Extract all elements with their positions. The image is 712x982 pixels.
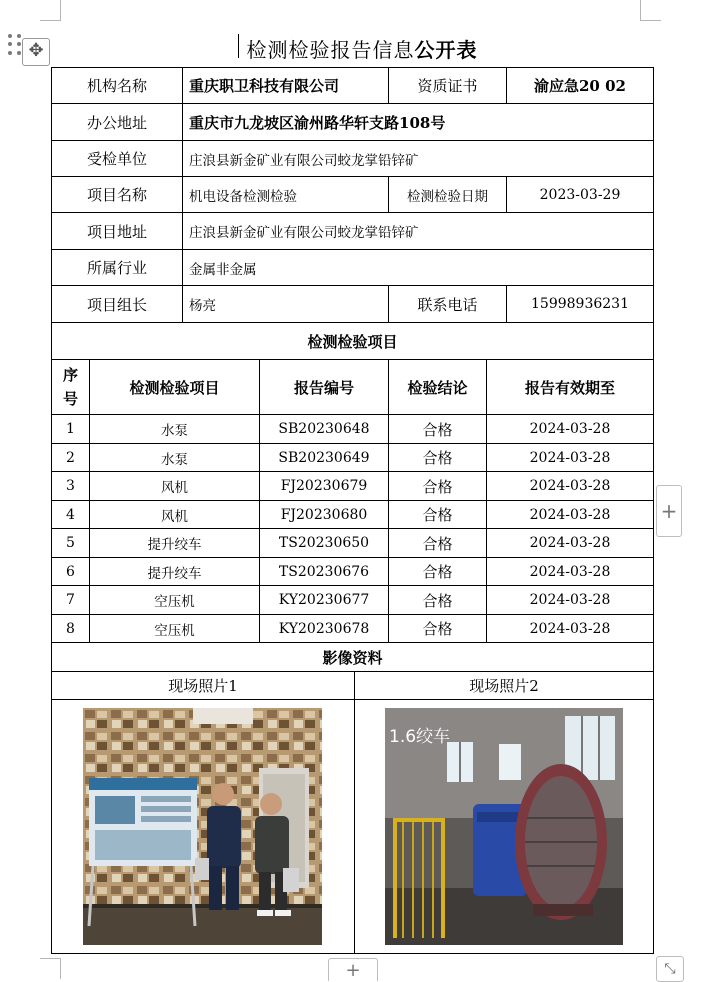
project-value: 机电设备检测检验	[182, 177, 388, 212]
table-row	[52, 286, 653, 323]
cell-valid-until: 2024-03-28	[486, 529, 653, 557]
page-title	[200, 34, 524, 63]
table-row	[52, 444, 653, 472]
cell-valid-until: 2024-03-28	[486, 501, 653, 528]
cell-valid-until: 2024-03-28	[486, 444, 653, 471]
col-header-conclusion: 检验结论	[388, 360, 486, 414]
table-row	[52, 68, 653, 104]
table-row	[52, 177, 653, 213]
date-label: 检测检验日期	[388, 177, 506, 212]
table-row	[52, 213, 653, 250]
cell-valid-until: 2024-03-28	[486, 586, 653, 614]
cell-seq: 8	[66, 620, 75, 637]
cell-report-no: KY20230678	[259, 615, 388, 642]
items-header-row	[52, 360, 653, 415]
col-header-report-no: 报告编号	[259, 360, 388, 414]
table-row	[52, 141, 653, 177]
col-header-seq: 序号	[62, 366, 78, 408]
page-corner-mark	[640, 0, 661, 21]
cell-item: 水泵	[89, 415, 259, 443]
project-label: 项目名称	[86, 186, 147, 204]
cell-report-no: TS20230650	[259, 529, 388, 557]
photo2-label: 现场照片2	[354, 672, 653, 699]
cell-conclusion: 合格	[388, 501, 486, 528]
table-row	[52, 250, 653, 286]
plus-icon[interactable]: +	[656, 485, 682, 537]
photo-divider	[354, 700, 355, 953]
photos-row	[52, 700, 653, 953]
table-row	[52, 558, 653, 586]
industry-value: 金属非金属	[182, 250, 653, 285]
cell-valid-until: 2024-03-28	[486, 615, 653, 642]
cell-conclusion: 合格	[388, 415, 486, 443]
items-section-title: 检测检验项目	[307, 332, 398, 351]
cell-valid-until: 2024-03-28	[486, 558, 653, 585]
industry-label: 所属行业	[86, 259, 147, 277]
section-header-row	[52, 323, 653, 360]
cell-conclusion: 合格	[388, 586, 486, 614]
page-corner-mark	[40, 958, 61, 979]
table-row	[52, 104, 653, 141]
cert-value: 渝应急20 02	[506, 68, 653, 103]
photo-labels-row	[52, 672, 653, 700]
table-row	[52, 472, 653, 501]
cell-item: 空压机	[89, 615, 259, 642]
cell-seq: 6	[66, 563, 75, 580]
phone-value: 15998936231	[506, 286, 653, 322]
addr-label: 办公地址	[86, 113, 147, 132]
cell-report-no: FJ20230680	[259, 501, 388, 528]
move-icon[interactable]: ✥	[22, 38, 50, 66]
cell-valid-until: 2024-03-28	[486, 415, 653, 443]
table-row	[52, 415, 653, 444]
cell-conclusion: 合格	[388, 472, 486, 500]
text-cursor	[238, 34, 239, 58]
plus-icon[interactable]: +	[328, 958, 378, 981]
cell-item: 空压机	[89, 586, 259, 614]
cell-seq: 5	[66, 535, 75, 551]
site-photo-1	[83, 708, 322, 945]
table-row	[52, 501, 653, 529]
photo1-label: 现场照片1	[168, 677, 238, 695]
page-corner-mark	[40, 0, 61, 21]
table-row	[52, 586, 653, 615]
media-section-title: 影像资料	[322, 648, 383, 667]
cell-item: 提升绞车	[89, 558, 259, 585]
cell-report-no: SB20230649	[259, 444, 388, 471]
cell-seq: 1	[66, 421, 75, 437]
cell-seq: 7	[66, 592, 75, 608]
cell-seq: 3	[66, 478, 75, 494]
site-photo-2	[385, 708, 623, 945]
date-value: 2023-03-29	[506, 177, 653, 212]
cert-label: 资质证书	[388, 68, 506, 103]
org-label: 机构名称	[86, 77, 147, 95]
media-header-row	[52, 643, 653, 672]
cell-report-no: TS20230676	[259, 558, 388, 585]
col-header-item: 检测检验项目	[89, 360, 259, 414]
photo2-overlay-text: 1.6绞车	[389, 727, 451, 747]
cell-conclusion: 合格	[388, 444, 486, 471]
org-value: 重庆职卫科技有限公司	[182, 68, 388, 103]
cell-item: 风机	[89, 472, 259, 500]
site-value: 庄浪县新金矿业有限公司蛟龙掌铅锌矿	[182, 213, 653, 249]
cell-item: 提升绞车	[89, 529, 259, 557]
cell-seq: 4	[66, 506, 75, 523]
cell-conclusion: 合格	[388, 529, 486, 557]
cell-seq: 2	[66, 449, 75, 466]
addr-value: 重庆市九龙坡区渝州路华轩支路108号	[182, 104, 653, 140]
table-row	[52, 529, 653, 558]
cell-conclusion: 合格	[388, 615, 486, 642]
phone-label: 联系电话	[388, 286, 506, 322]
cell-conclusion: 合格	[388, 558, 486, 585]
leader-label: 项目组长	[86, 295, 147, 314]
title-normal: 检测检验报告信息	[246, 38, 415, 62]
report-table	[51, 67, 654, 954]
cell-report-no: KY20230677	[259, 586, 388, 614]
cell-item: 风机	[89, 501, 259, 528]
cell-item: 水泵	[89, 444, 259, 471]
col-header-valid-until: 报告有效期至	[486, 360, 653, 414]
table-row	[52, 615, 653, 643]
leader-value: 杨亮	[182, 286, 388, 322]
client-label: 受检单位	[86, 150, 147, 168]
title-bold: 公开表	[414, 38, 478, 62]
cell-valid-until: 2024-03-28	[486, 472, 653, 500]
resize-icon[interactable]: ⤡	[656, 956, 684, 982]
cell-report-no: SB20230648	[259, 415, 388, 443]
cell-report-no: FJ20230679	[259, 472, 388, 500]
site-label: 项目地址	[86, 222, 147, 241]
client-value: 庄浪县新金矿业有限公司蛟龙掌铅锌矿	[182, 141, 653, 176]
